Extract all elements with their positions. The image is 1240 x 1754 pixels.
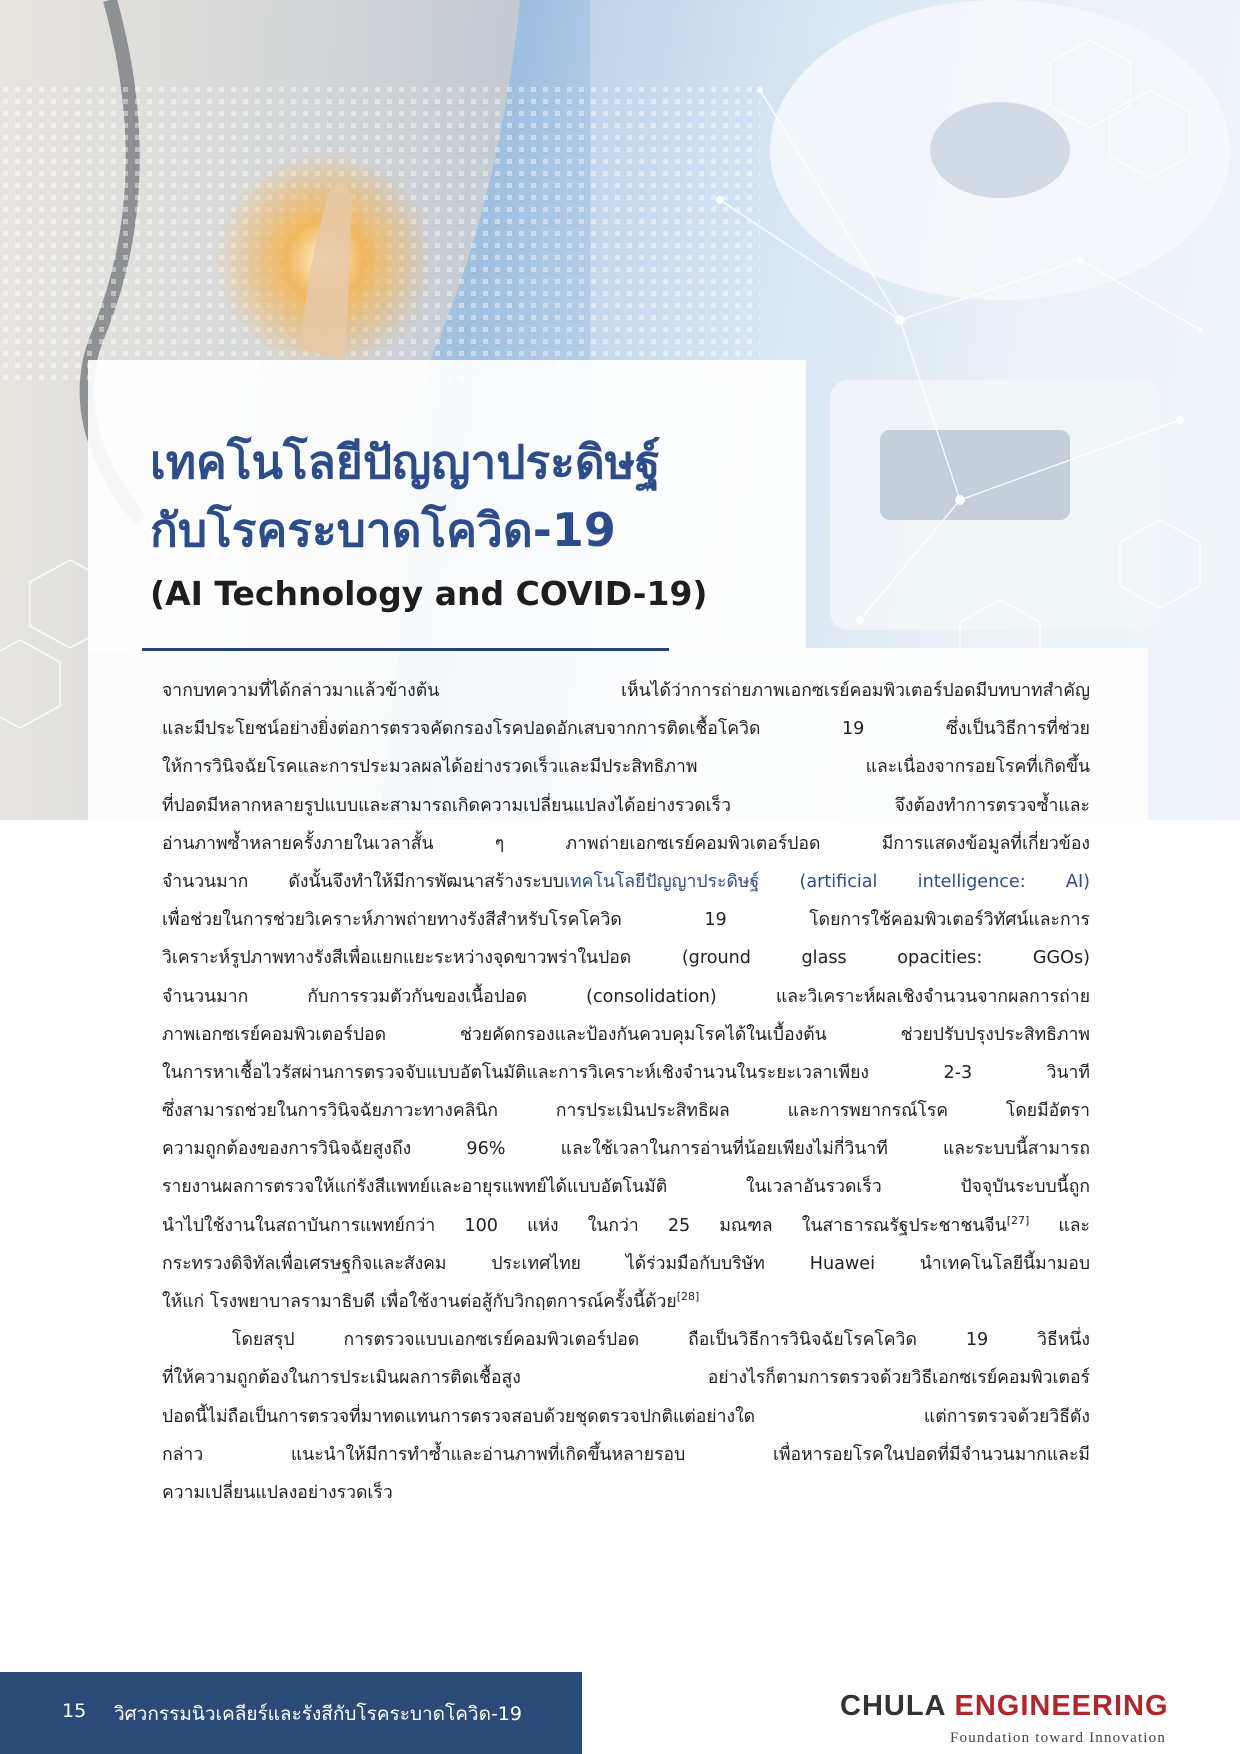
body-line xyxy=(162,1016,1090,1054)
brand-wordmark xyxy=(840,1690,1169,1723)
body-line-text: ให้แก่ โรงพยาบาลรามาธิบดี เพื่อใช้งานต่อสู้กับวิกฤตการณ์ครั้งนี้ด้วย xyxy=(162,1292,677,1312)
body-line xyxy=(162,939,1090,977)
title-line-2: กับโรคระบาดโควิด-19 xyxy=(150,503,616,557)
title-line-1: เทคโนโลยีปัญญาประดิษฐ์ xyxy=(150,435,661,489)
page-subtitle-english: (AI Technology and COVID-19) xyxy=(150,574,708,613)
body-line-text: อ่านภาพซ้ำหลายครั้งภายในเวลาสั้น ๆ ภาพถ่ายเอกซเรย์คอมพิวเตอร์ปอด มีการแสดงข้อมูลที่เกี่ยวข้อง xyxy=(162,833,1090,854)
body-line-text: และมีประโยชน์อย่างยิ่งต่อการตรวจคัดกรองโรคปอดอักเสบจากการติดเชื้อโควิด 19 ซึ่งเป็นวิธีการที่ช่วย xyxy=(162,719,1090,740)
body-line-text: ในการหาเชื้อไวรัสผ่านการตรวจจับแบบอัตโนมัติและการวิเคราะห์เชิงจำนวนในระยะเวลาเพียง 2-3 วินาที xyxy=(162,1062,1090,1083)
body-line-text: วิเคราะห์รูปภาพทางรังสีเพื่อแยกแยะระหว่างจุดขาวพร่าในปอด (ground glass opacities: GGOs) xyxy=(162,948,1090,969)
body-line-text: จำนวนมาก กับการรวมตัวกันของเนื้อปอด (consolidation) และวิเคราะห์ผลเชิงจำนวนจากผลการถ่าย xyxy=(162,986,1090,1007)
body-line-text: ที่ปอดมีหลากหลายรูปแบบและสามารถเกิดความเปลี่ยนแปลงได้อย่างรวดเร็ว จึงต้องทำการตรวจซ้ำและ xyxy=(162,795,1090,816)
body-line xyxy=(162,1359,1090,1397)
body-line-text: ความถูกต้องของการวินิจฉัยสูงถึง 96% และใช้เวลาในการอ่านที่น้อยเพียงไม่กี่วินาที และระบบนี้สามารถ xyxy=(162,1139,1090,1160)
brand-chula: CHULA xyxy=(840,1690,946,1722)
body-line-text: โดยสรุป การตรวจแบบเอกซเรย์คอมพิวเตอร์ปอด ถือเป็นวิธีการวินิจฉัยโรคโควิด 19 วิธีหนึ่ง xyxy=(232,1330,1090,1351)
body-line xyxy=(162,1398,1090,1436)
body-line-text: จากบทความที่ได้กล่าวมาแล้วข้างต้น เห็นได้ว่าการถ่ายภาพเอกซเรย์คอมพิวเตอร์ปอดมีบทบาทสำคัญ xyxy=(162,681,1090,701)
body-line-text: ภาพเอกซเรย์คอมพิวเตอร์ปอด ช่วยคัดกรองและป้องกันควบคุมโรคได้ในเบื้องต้น ช่วยปรับปรุงประสิทธิภาพ xyxy=(162,1024,1090,1045)
body-line xyxy=(162,1168,1090,1206)
highlighted-term: เทคโนโลยีปัญญาประดิษฐ์ (artificial intelligence: AI) xyxy=(564,871,1090,892)
body-line xyxy=(162,1130,1090,1168)
body-line xyxy=(162,901,1090,939)
body-line xyxy=(162,1092,1090,1130)
body-line-text: กระทรวงดิจิทัลเพื่อเศรษฐกิจและสังคม ประเทศไทย ได้ร่วมมือกับบริษัท Huawei นำเทคโนโลยีนี้มามอบ xyxy=(162,1253,1090,1274)
body-line xyxy=(162,1054,1090,1092)
body-line-text: นำไปใช้งานในสถาบันการแพทย์กว่า 100 แห่ง ในกว่า 25 มณฑล ในสาธารณรัฐประชาชนจีน xyxy=(162,1215,1007,1236)
page-number: 15 xyxy=(62,1700,87,1722)
body-line xyxy=(162,1207,1090,1245)
body-line-text-tail: และ xyxy=(1029,1215,1090,1236)
body-line xyxy=(162,978,1090,1016)
body-line xyxy=(162,1283,1090,1321)
body-line xyxy=(162,1321,1090,1359)
page-title xyxy=(150,428,660,564)
citation-reference: [28] xyxy=(676,1290,700,1304)
body-line-text: ปอดนี้ไม่ถือเป็นการตรวจที่มาทดแทนการตรวจสอบด้วยชุดตรวจปกติแต่อย่างใด แต่การตรวจด้วยวิธีดัง xyxy=(162,1406,1090,1427)
body-line xyxy=(162,787,1090,825)
body-line-text: ให้การวินิจฉัยโรคและการประมวลผลได้อย่างรวดเร็วและมีประสิทธิภาพ และเนื่องจากรอยโรคที่เกิดขึ้น xyxy=(162,757,1090,778)
body-line-text: ซึ่งสามารถช่วยในการวินิจฉัยภาวะทางคลินิก การประเมินประสิทธิผล และการพยากรณ์โรค โดยมีอัตรา xyxy=(162,1101,1090,1122)
body-line-text: กล่าว แนะนำให้มีการทำซ้ำและอ่านภาพที่เกิดขึ้นหลายรอบ เพื่อหารอยโรคในปอดที่มีจำนวนมากและมี xyxy=(162,1444,1090,1465)
title-underline xyxy=(142,648,669,651)
footer-book-title: วิศวกรรมนิวเคลียร์และรังสีกับโรคระบาดโควิด-19 xyxy=(114,1703,522,1725)
body-line xyxy=(162,825,1090,863)
brand-tagline: Foundation toward Innovation xyxy=(950,1730,1167,1746)
brand-engineering: ENGINEERING xyxy=(954,1690,1169,1722)
body-line-text: ความเปลี่ยนแปลงอย่างรวดเร็ว xyxy=(162,1482,393,1503)
body-line xyxy=(162,672,1090,710)
citation-reference: [27] xyxy=(1006,1213,1030,1227)
body-line-text: เพื่อช่วยในการช่วยวิเคราะห์ภาพถ่ายทางรังสีสำหรับโรคโควิด 19 โดยการใช้คอมพิวเตอร์วิทัศน์และการ xyxy=(162,910,1090,931)
body-line xyxy=(162,863,1090,901)
body-line xyxy=(162,1474,1090,1512)
chula-engineering-logo xyxy=(840,1690,1180,1750)
body-line xyxy=(162,748,1090,786)
body-line-text: รายงานผลการตรวจให้แก่รังสีแพทย์และอายุรแพทย์ได้แบบอัตโนมัติ ในเวลาอันรวดเร็ว ปัจจุบันระบบนี้ถูก xyxy=(162,1177,1090,1198)
body-line xyxy=(162,710,1090,748)
body-text xyxy=(162,672,1090,1512)
body-line xyxy=(162,1436,1090,1474)
body-line xyxy=(162,1245,1090,1283)
body-line-text: จำนวนมาก ดังนั้นจึงทำให้มีการพัฒนาสร้างระบบ xyxy=(162,871,564,892)
body-line-text: ที่ให้ความถูกต้องในการประเมินผลการติดเชื้อสูง อย่างไรก็ตามการตรวจด้วยวิธีเอกซเรย์คอมพิวเตอร์ xyxy=(162,1368,1090,1389)
